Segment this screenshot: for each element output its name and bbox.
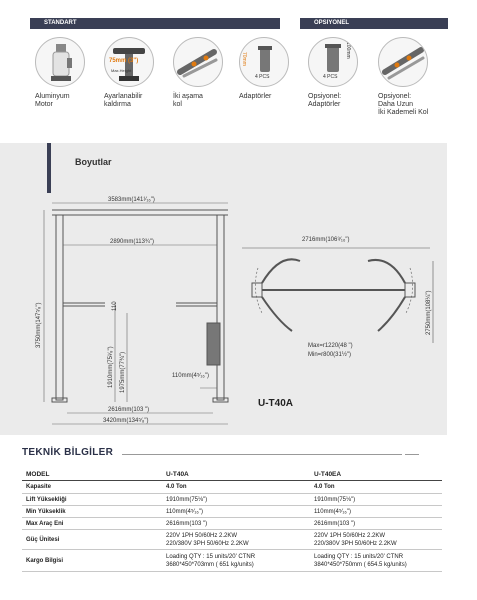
- dim-base-width: 3420mm(134⁵⁄₈"): [103, 418, 149, 424]
- lift-sub: Max.Height: [111, 68, 132, 73]
- front-view-drawing: [0, 143, 447, 435]
- adapter-badge: 4 PCS: [255, 74, 270, 80]
- dim-inner-width: 2890mm(113¾"): [110, 239, 155, 245]
- dim-lift-height: 1910mm(75¹⁄₈"): [108, 346, 114, 388]
- table-row: Min Yükseklik 110mm(4⁵⁄₁₆") 110mm(4⁵⁄₁₆"): [22, 506, 442, 518]
- spec-table: [22, 468, 442, 572]
- optional-long-arm-icon: [378, 37, 428, 87]
- feature-optional-long-arm: Opsiyonel: Daha Uzun İki Kademeli Kol: [378, 37, 436, 117]
- title-divider: [122, 454, 402, 455]
- dim-post-height: 1975mm(77¾"): [120, 351, 126, 393]
- table-row: Güç Ünitesi 220V 1PH 50/60Hz 2.2KW 220/380V 3PH 50/60Hz 2.2KW 220V 1PH 50/60Hz 2.2KW 220/380V 3PH 50/60Hz 2.2KW: [22, 530, 442, 550]
- adapter-icon: [239, 37, 289, 87]
- table-row: Kargo Bilgisi Loading QTY : 15 units/20' CTNR 3680*450*703mm ( 651 kg/units) Loading QTY : 15 units/20' CTNR 3840*450*750mm ( 654.5 kg/units): [22, 550, 442, 572]
- opt-adapter-badge: 4 PCS: [323, 74, 338, 80]
- dim-small-gap: 110: [112, 301, 118, 311]
- dimensions-panel: [0, 143, 447, 435]
- optional-tag: OPSIYONEL: [300, 18, 448, 29]
- title-divider-short: [405, 454, 419, 455]
- dim-drive-through: 2616mm(103 "): [108, 407, 150, 413]
- dim-reach-min: Min=r800(31½"): [308, 352, 351, 358]
- feature-adjustable-lift: 75mm (3") Max.Height Ayarlanabilir kaldırma: [104, 37, 162, 109]
- table-header-row: MODEL U-T40A U-T40EA: [22, 468, 442, 481]
- two-stage-arm-icon: [173, 37, 223, 87]
- dim-overall-width: 3583mm(141¹⁄₁₆"): [108, 197, 155, 203]
- standard-tag: STANDART: [30, 18, 280, 29]
- opt-adapter-side: 100mm: [345, 42, 351, 59]
- dim-top-span: 2716mm(106⁹⁄₁₆"): [302, 237, 350, 243]
- dim-top-depth: 2750mm(108¼"): [426, 290, 432, 335]
- dim-reach-max: Max=r1220(48 "): [308, 343, 353, 349]
- lift-badge: 75mm (3"): [109, 58, 139, 64]
- adapter-side: 70mm: [241, 52, 247, 66]
- spec-title: TEKNİK BİLGİLER: [22, 447, 114, 458]
- optional-adapter-icon: [308, 37, 358, 87]
- feature-optional-adapters: 100mm 4 PCS Opsiyonel: Adaptörler: [308, 37, 366, 109]
- adjustable-lift-pad-icon: [104, 37, 154, 87]
- feature-motor: Aluminyum Motor: [35, 37, 93, 109]
- dim-arm-min-height: 110mm(4⁵⁄₁₆"): [172, 373, 209, 379]
- table-row: Kapasite 4.0 Ton 4.0 Ton: [22, 481, 442, 494]
- dimensions-title: Boyutlar: [75, 157, 112, 167]
- table-row: Lift Yüksekliği 1910mm(75⅛") 1910mm(75⅛"): [22, 494, 442, 506]
- feature-adapters: 70mm 4 PCS Adaptörler: [239, 37, 297, 101]
- motor-icon: [35, 37, 85, 87]
- feature-two-stage-arm: İki aşama kol: [173, 37, 231, 109]
- model-name: U-T40A: [258, 398, 294, 409]
- dim-height: 3750mm(147⁵⁄₈"): [36, 302, 42, 348]
- table-row: Max Araç Eni 2616mm(103 ") 2616mm(103 "): [22, 518, 442, 530]
